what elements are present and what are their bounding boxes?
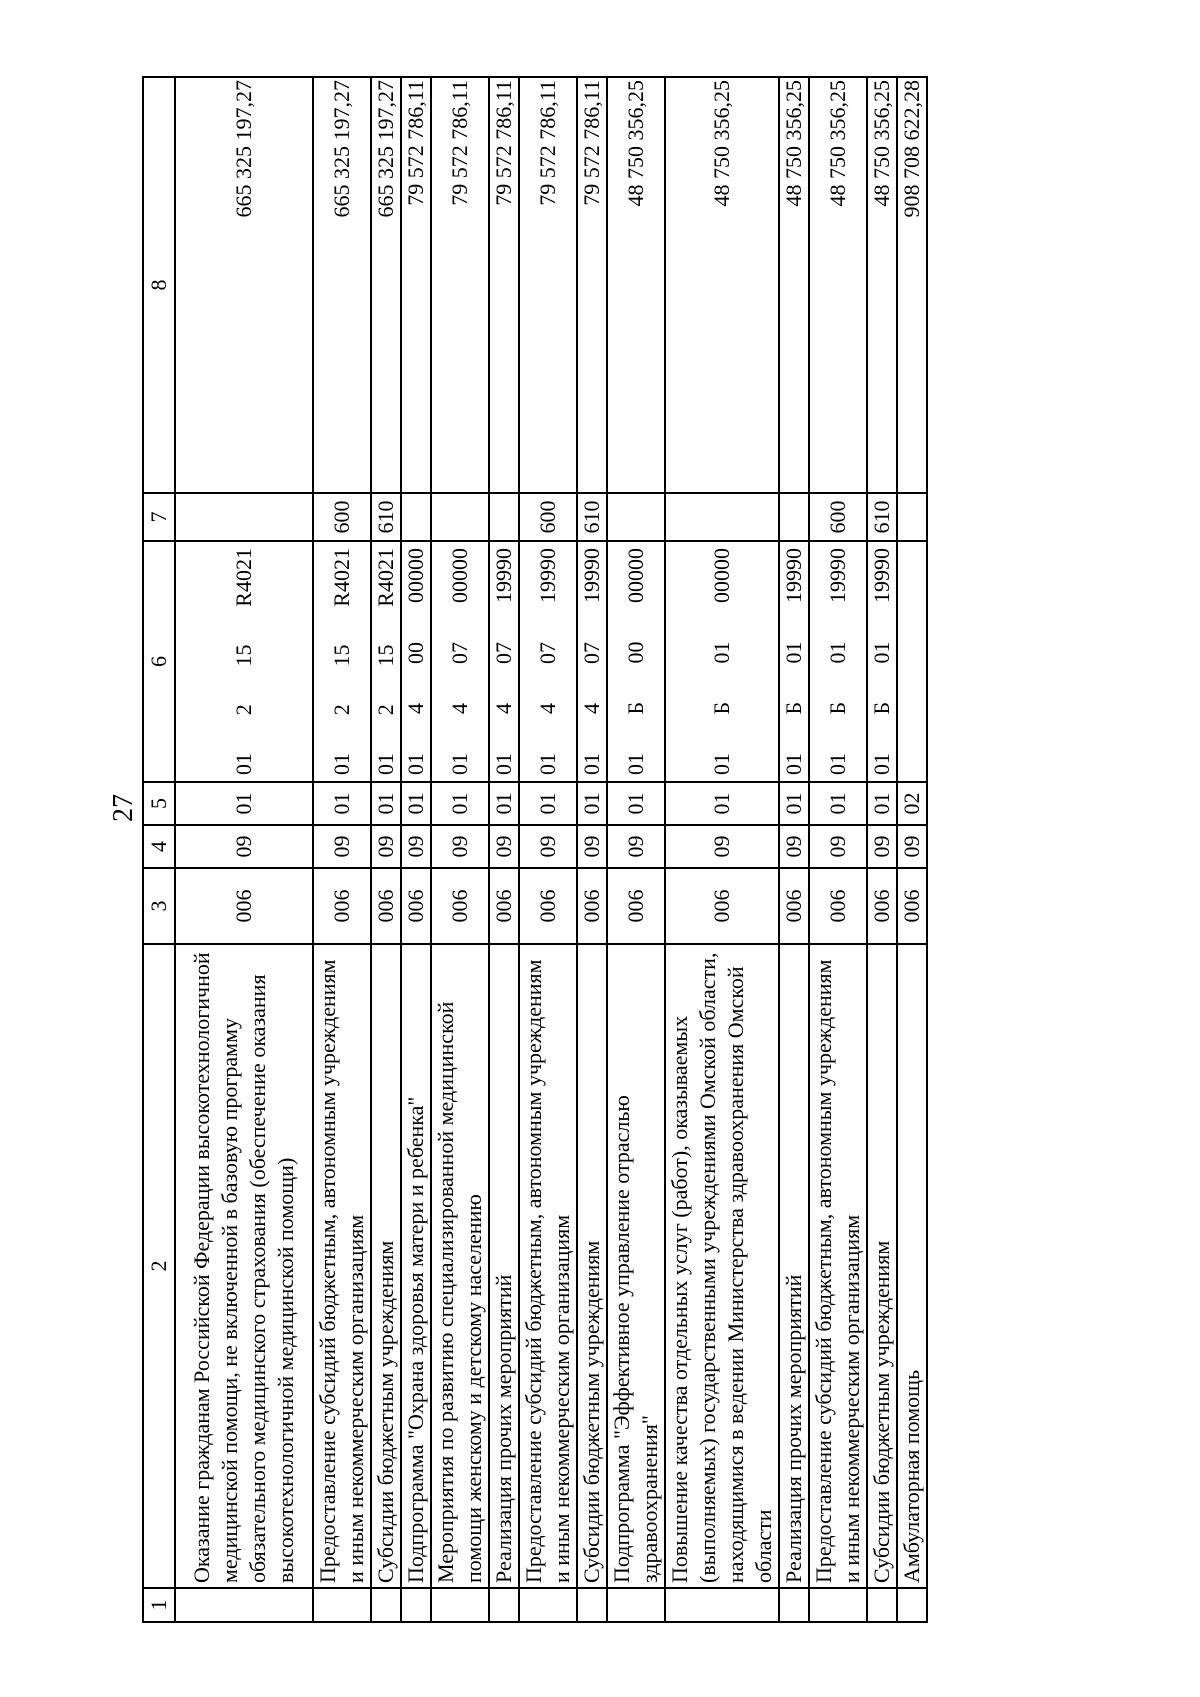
cell-col1 [665, 1588, 779, 1622]
cell-code-section: 09 [779, 825, 809, 868]
cell-amount: 48 750 356,25 [867, 77, 897, 493]
cell-col1 [897, 1588, 927, 1622]
cell-col1 [401, 1588, 431, 1622]
target-article-part: 2 [373, 704, 398, 716]
cell-code-ministry: 006 [779, 868, 809, 944]
cell-code-ministry: 006 [809, 868, 867, 944]
cell-amount: 79 572 786,11 [431, 77, 489, 493]
cell-code-ministry: 006 [371, 868, 401, 944]
cell-code-subsection: 01 [489, 782, 519, 825]
target-article-part: 4 [403, 703, 428, 714]
target-article-part: 2 [329, 704, 354, 716]
cell-col1 [313, 1588, 371, 1622]
target-article-part: 01 [781, 753, 806, 775]
target-article-code [372, 546, 400, 777]
header-cell: 8 [143, 77, 175, 493]
cell-target-article [175, 541, 313, 782]
target-article-part: 01 [825, 753, 850, 775]
table-row [175, 77, 313, 1622]
cell-code-section: 09 [371, 825, 401, 868]
cell-code-ministry: 006 [431, 868, 489, 944]
cell-target-article [665, 541, 779, 782]
cell-expense-type: 610 [577, 493, 607, 541]
cell-amount: 48 750 356,25 [779, 77, 809, 493]
cell-name: Предоставление субсидий бюджетным, автономным учреждениям и иным некоммерческим организациям [313, 944, 371, 1588]
header-cell: 3 [143, 868, 175, 944]
target-article-code [868, 546, 896, 777]
cell-expense-type: 610 [867, 493, 897, 541]
table-row [867, 77, 897, 1622]
cell-target-article [313, 541, 371, 782]
cell-code-section: 09 [401, 825, 431, 868]
target-article-part: 01 [869, 753, 894, 775]
cell-target-article [897, 541, 927, 782]
cell-col1 [779, 1588, 809, 1622]
cell-col1 [607, 1588, 665, 1622]
cell-code-section: 09 [809, 825, 867, 868]
cell-code-section: 09 [489, 825, 519, 868]
cell-code-ministry: 006 [867, 868, 897, 944]
cell-target-article [779, 541, 809, 782]
table-row [489, 77, 519, 1622]
target-article-part: 07 [491, 642, 516, 664]
cell-target-article [431, 541, 489, 782]
target-article-code [446, 546, 474, 777]
cell-expense-type: 600 [519, 493, 577, 541]
target-article-part: R4021 [231, 548, 256, 607]
cell-code-section: 09 [665, 825, 779, 868]
cell-target-article [371, 541, 401, 782]
cell-amount: 665 325 197,27 [175, 77, 313, 493]
header-cell: 2 [143, 944, 175, 1588]
cell-name: Субсидии бюджетным учреждениям [867, 944, 897, 1588]
cell-amount: 48 750 356,25 [809, 77, 867, 493]
cell-expense-type [607, 493, 665, 541]
table-row [809, 77, 867, 1622]
cell-col1 [867, 1588, 897, 1622]
header-cell: 7 [143, 493, 175, 541]
target-article-code [780, 546, 808, 777]
cell-target-article [519, 541, 577, 782]
cell-target-article [607, 541, 665, 782]
header-cell: 1 [143, 1588, 175, 1622]
target-article-code [230, 546, 258, 777]
table-row [431, 77, 489, 1622]
cell-name: Повышение качества отдельных услуг (работ), оказываемых (выполняемых) государственными учреждениями Омской области, находящимися в ведении Министерства здравоохранения Омской области [665, 944, 779, 1588]
target-article-code [578, 546, 606, 777]
cell-expense-type [489, 493, 519, 541]
target-article-part: Б [781, 701, 806, 715]
cell-code-subsection: 01 [577, 782, 607, 825]
target-article-part: 4 [491, 703, 516, 714]
target-article-part: 00 [623, 641, 648, 664]
budget-table-rotated [142, 78, 1085, 1623]
cell-expense-type: 600 [313, 493, 371, 541]
target-article-part: Б [709, 701, 734, 715]
cell-name: Подпрограмма "Охрана здоровья матери и ребенка" [401, 944, 431, 1588]
cell-code-section: 09 [897, 825, 927, 868]
cell-code-ministry: 006 [519, 868, 577, 944]
cell-expense-type: 600 [809, 493, 867, 541]
target-article-part: 07 [447, 642, 472, 664]
page-number: 27 [108, 794, 139, 822]
table-row [897, 77, 927, 1622]
cell-target-article [809, 541, 867, 782]
header-cell: 4 [143, 825, 175, 868]
target-article-part: 00000 [447, 548, 472, 603]
target-article-part: 4 [447, 703, 472, 714]
cell-col1 [489, 1588, 519, 1622]
target-article-part: 2 [231, 704, 256, 716]
target-article-part: R4021 [373, 548, 398, 607]
table-row [577, 77, 607, 1622]
target-article-code [708, 546, 736, 777]
cell-code-ministry: 006 [897, 868, 927, 944]
table-row [401, 77, 431, 1622]
cell-code-subsection: 01 [867, 782, 897, 825]
cell-expense-type [779, 493, 809, 541]
target-article-part: R4021 [329, 548, 354, 607]
cell-code-subsection: 01 [175, 782, 313, 825]
target-article-part: Б [825, 701, 850, 715]
target-article-part: 01 [403, 753, 428, 775]
cell-code-subsection: 02 [897, 782, 927, 825]
target-article-part: 19990 [869, 548, 894, 603]
cell-expense-type [431, 493, 489, 541]
cell-amount: 908 708 622,28 [897, 77, 927, 493]
target-article-part: 19990 [535, 548, 560, 603]
cell-name: Субсидии бюджетным учреждениям [577, 944, 607, 1588]
target-article-part: 19990 [781, 548, 806, 603]
target-article-part: 00000 [623, 548, 648, 603]
target-article-part: 01 [709, 753, 734, 775]
table-row [779, 77, 809, 1622]
target-article-part: 00 [403, 642, 428, 664]
target-article-part: 01 [869, 641, 894, 664]
cell-col1 [577, 1588, 607, 1622]
target-article-part: Б [623, 701, 648, 715]
cell-name: Предоставление субсидий бюджетным, автономным учреждениям и иным некоммерческим организациям [809, 944, 867, 1588]
target-article-part: 01 [579, 753, 604, 775]
target-article-part: 19990 [825, 548, 850, 603]
cell-expense-type [897, 493, 927, 541]
target-article-part: 4 [579, 703, 604, 714]
target-article-part: 01 [373, 753, 398, 775]
budget-table [142, 76, 928, 1623]
target-article-part: 01 [329, 753, 354, 775]
target-article-code [328, 546, 356, 777]
cell-code-ministry: 006 [175, 868, 313, 944]
cell-col1 [519, 1588, 577, 1622]
cell-code-subsection: 01 [607, 782, 665, 825]
cell-code-subsection: 01 [401, 782, 431, 825]
cell-name: Субсидии бюджетным учреждениям [371, 944, 401, 1588]
target-article-part: 00000 [403, 548, 428, 603]
cell-col1 [431, 1588, 489, 1622]
cell-col1 [809, 1588, 867, 1622]
target-article-part: 4 [535, 703, 560, 714]
cell-col1 [371, 1588, 401, 1622]
cell-code-section: 09 [519, 825, 577, 868]
table-row [519, 77, 577, 1622]
target-article-part: 01 [447, 753, 472, 775]
target-article-part: 15 [231, 644, 256, 667]
cell-code-subsection: 01 [779, 782, 809, 825]
header-cell: 6 [143, 541, 175, 782]
cell-code-subsection: 01 [371, 782, 401, 825]
cell-code-ministry: 006 [665, 868, 779, 944]
cell-name: Подпрограмма "Эффективное управление отраслью здравоохранения" [607, 944, 665, 1588]
target-article-part: 01 [231, 753, 256, 775]
cell-code-subsection: 01 [665, 782, 779, 825]
target-article-part: 19990 [491, 548, 516, 603]
target-article-part: 19990 [579, 548, 604, 603]
table-row [371, 77, 401, 1622]
cell-target-article [577, 541, 607, 782]
target-article-part: 07 [535, 642, 560, 664]
target-article-part: 01 [709, 641, 734, 664]
cell-name: Мероприятия по развитию специализированной медицинской помощи женскому и детскому населению [431, 944, 489, 1588]
cell-target-article [867, 541, 897, 782]
table-row [607, 77, 665, 1622]
cell-code-subsection: 01 [431, 782, 489, 825]
cell-amount: 48 750 356,25 [607, 77, 665, 493]
target-article-part: Б [869, 701, 894, 715]
table-row [665, 77, 779, 1622]
cell-code-section: 09 [867, 825, 897, 868]
cell-code-subsection: 01 [519, 782, 577, 825]
cell-code-section: 09 [431, 825, 489, 868]
cell-code-ministry: 006 [607, 868, 665, 944]
target-article-code [622, 546, 650, 777]
cell-code-ministry: 006 [401, 868, 431, 944]
cell-amount: 665 325 197,27 [313, 77, 371, 493]
target-article-part: 00000 [709, 548, 734, 603]
cell-name: Амбулаторная помощь [897, 944, 927, 1588]
cell-name: Реализация прочих мероприятий [489, 944, 519, 1588]
cell-amount: 48 750 356,25 [665, 77, 779, 493]
cell-name: Оказание гражданам Российской Федерации высокотехнологичной медицинской помощи, не включенной в базовую программу обязательного медицинского страхования (обеспечение оказания высокотехнологичной медицинской помощи) [175, 944, 313, 1588]
target-article-part: 01 [623, 753, 648, 775]
cell-code-section: 09 [607, 825, 665, 868]
target-article-code [490, 546, 518, 777]
cell-target-article [489, 541, 519, 782]
cell-expense-type [665, 493, 779, 541]
cell-code-ministry: 006 [313, 868, 371, 944]
cell-code-subsection: 01 [313, 782, 371, 825]
target-article-part: 01 [535, 753, 560, 775]
cell-name: Реализация прочих мероприятий [779, 944, 809, 1588]
cell-code-ministry: 006 [489, 868, 519, 944]
target-article-code [534, 546, 562, 777]
cell-amount: 79 572 786,11 [577, 77, 607, 493]
cell-code-section: 09 [175, 825, 313, 868]
target-article-part: 01 [825, 641, 850, 664]
target-article-part: 07 [579, 642, 604, 664]
cell-amount: 665 325 197,27 [371, 77, 401, 493]
cell-code-ministry: 006 [577, 868, 607, 944]
cell-amount: 79 572 786,11 [489, 77, 519, 493]
cell-name: Предоставление субсидий бюджетным, автономным учреждениям и иным некоммерческим организациям [519, 944, 577, 1588]
header-cell: 5 [143, 782, 175, 825]
target-article-part: 01 [781, 641, 806, 664]
cell-code-subsection: 01 [809, 782, 867, 825]
target-article-code [402, 546, 430, 777]
cell-code-section: 09 [577, 825, 607, 868]
target-article-part: 15 [373, 644, 398, 667]
cell-col1 [175, 1588, 313, 1622]
target-article-code [824, 546, 852, 777]
cell-amount: 79 572 786,11 [401, 77, 431, 493]
cell-expense-type [175, 493, 313, 541]
target-article-part: 15 [329, 644, 354, 667]
cell-expense-type [401, 493, 431, 541]
table-row [313, 77, 371, 1622]
cell-amount: 79 572 786,11 [519, 77, 577, 493]
cell-expense-type: 610 [371, 493, 401, 541]
header-row [143, 77, 175, 1622]
target-article-part: 01 [491, 753, 516, 775]
cell-target-article [401, 541, 431, 782]
cell-code-section: 09 [313, 825, 371, 868]
